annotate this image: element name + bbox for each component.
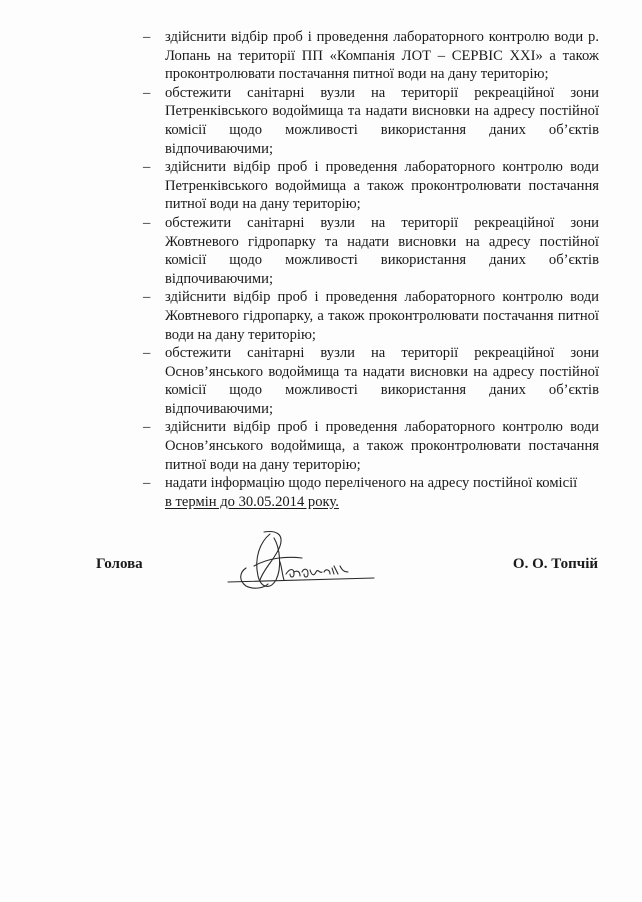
list-item <box>143 418 599 474</box>
list-item <box>143 288 599 344</box>
task-list <box>143 28 599 511</box>
list-bullet: – <box>143 159 151 176</box>
list-item-text: обстежити санітарні вузли на території рекреаційної зони Основ’янського водоймища та надати висновки на адресу постійної комісії щодо можливості використання даних об’єктів відпочиваючими; <box>165 345 599 417</box>
list-item-text: обстежити санітарні вузли на території рекреаційної зони Петренківського водоймища та надати висновки на адресу постійної комісії щодо можливості використання даних об’єктів відпочиваючими; <box>165 84 599 157</box>
list-item-text: здійснити відбір проб і проведення лабораторного контролю води р. Лопань на території ПП «Компанія ЛОТ – СЕРВІС XXI» а також проконтролювати постачання питної води на дану територію; <box>165 29 599 83</box>
list-item-text: здійснити відбір проб і проведення лабораторного контролю води Жовтневого гідропарку, а також проконтролювати постачання питної води на дану територію; <box>165 289 599 343</box>
list-bullet: – <box>143 419 151 436</box>
signatory-title: Голова <box>96 556 143 572</box>
list-item-text: обстежити санітарні вузли на території рекреаційної зони Жовтневого гідропарку та надати висновки на адресу постійної комісії щодо можливості використання даних об’єктів відпочиваючими; <box>165 214 599 287</box>
list-bullet: – <box>143 29 151 45</box>
last-item-text: надати інформацію щодо переліченого на адресу постійної комісії <box>165 475 578 492</box>
list-item <box>143 158 599 214</box>
list-item-text <box>165 474 599 511</box>
list-item-text: здійснити відбір проб і проведення лабораторного контролю води Петренківського водоймища а також проконтролювати постачання питної води на дану територію; <box>165 159 599 213</box>
list-item <box>143 214 599 288</box>
list-bullet: – <box>143 345 151 362</box>
list-item <box>143 84 599 158</box>
list-item <box>143 344 599 418</box>
list-bullet: – <box>143 475 151 492</box>
list-item <box>143 28 599 84</box>
signatory-name: О. О. Топчій <box>512 556 598 572</box>
list-bullet: – <box>143 84 151 101</box>
list-item-last <box>143 474 599 511</box>
deadline-text: в термін до 30.05.2014 року. <box>165 493 339 510</box>
list-item-text: здійснити відбір проб і проведення лабораторного контролю води Основ’янського водоймища, а також проконтролювати постачання питної води на дану територію; <box>165 419 599 473</box>
handwritten-signature <box>224 528 384 598</box>
list-bullet: – <box>143 214 151 231</box>
list-bullet: – <box>143 289 151 306</box>
